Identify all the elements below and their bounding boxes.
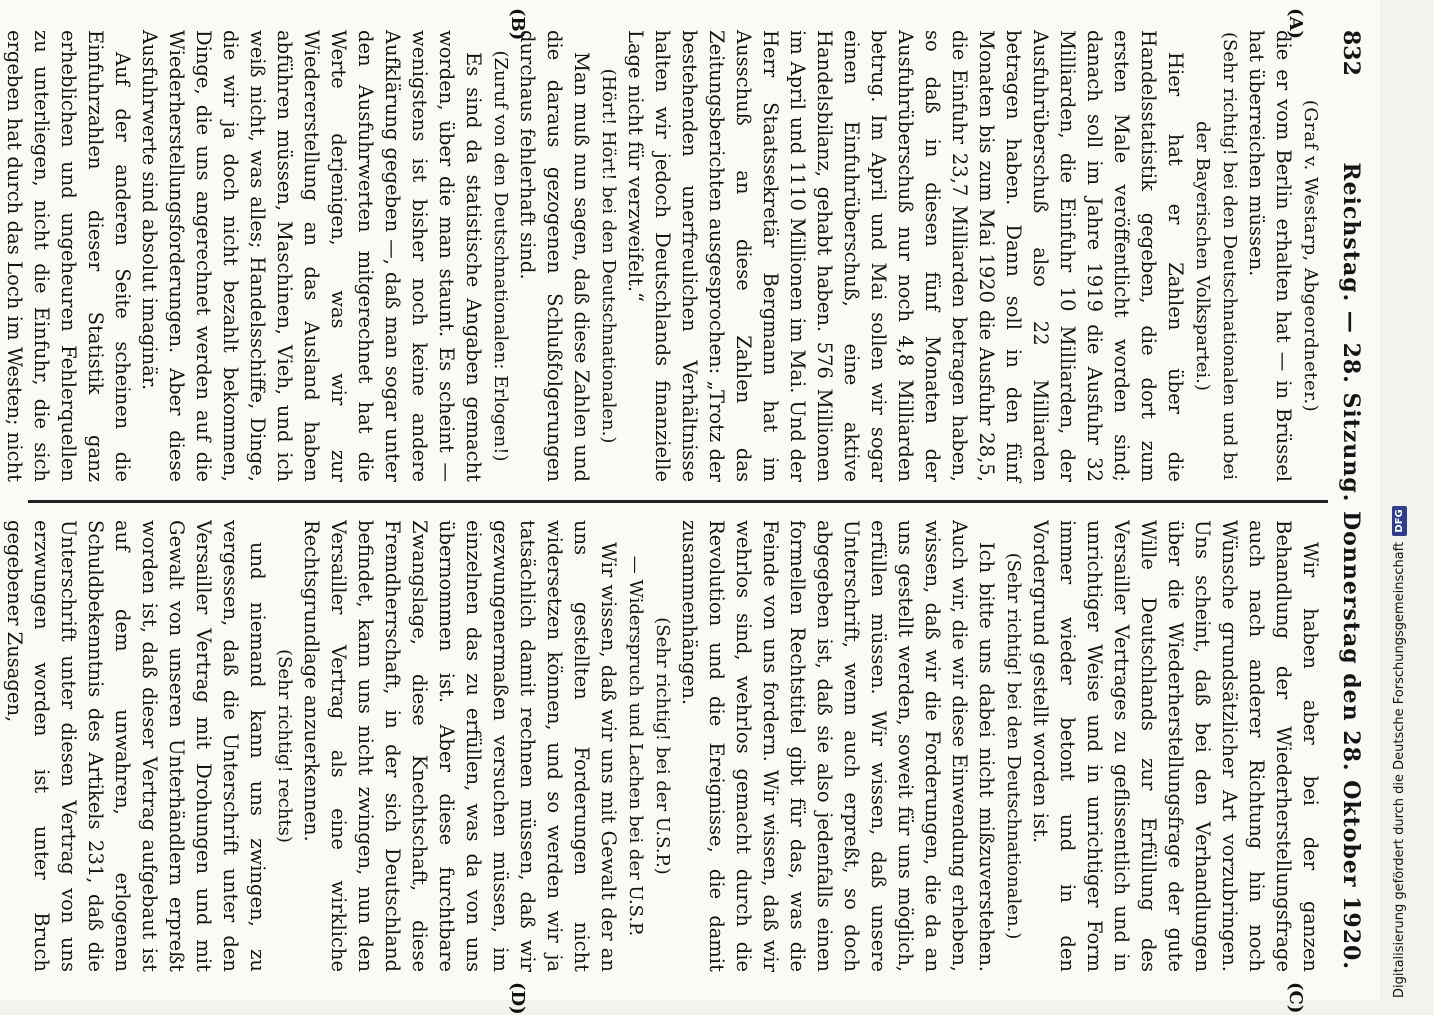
paragraph: Ich bitte uns dabei nicht mißzuverstehen. Auch wir, die wir diese Einwendung erheben, wissen, daß wir die Forderungen, die da an uns gestellt werden, soweit für uns möglich, erfüllen müssen. Wir wissen, daß unsere Unterschrift, wenn auch erpreßt, so doch abgegeben ist, daß sie also jedenfalls einen formellen Rechtstitel gibt für das, was die Feinde von uns fordern. Wir wissen, daß wir wehrlos sind, wehrlos gemacht durch die Revolution und die Ereignisse, die damit zusammenhängen.	[678, 520, 998, 972]
interjection: (Sehr richtig! rechts)	[274, 649, 295, 843]
page-header	[1334, 30, 1368, 970]
paragraph: Man muß nun sagen, daß diese Zahlen und die daraus gezogenen Schlußfolgerungen durchaus fehlerhaft sind.	[516, 30, 593, 482]
paragraph: die er vom Berlin erhalten hat — in Brüssel hat überreichen müssen.	[1245, 30, 1295, 482]
speaker-line: (Graf v. Westarp, Abgeordneter.)	[1300, 99, 1321, 413]
digitization-footer	[1392, 506, 1407, 998]
paragraph: Es sind da statistische Angaben gemacht worden, über die man staunt. Es scheint — wenigstens ist bisher noch keine andere Aufklärung gegeben —, daß man sogar unter den Ausfuhrwerten mitgerechnet hat die Werte derjenigen, was wir zur Wiedererstellung an das Ausland haben abführen müssen, Maschinen, Vieh, und ich weiß nicht, was alles; Handelsschiffe, Dinge, die wir ja doch nicht bezahlt bekommen, Dinge, die uns angerechnet werden auf die Wiederherstellungsforderungen. Aber diese Ausfuhrwerte sind absolut imaginär.	[138, 30, 485, 482]
margin-marker-b: (B)	[507, 8, 528, 41]
margin-marker-a: (A)	[1285, 8, 1306, 39]
interjection: (Sehr richtig! bei den Deutschnationalen.)	[1003, 552, 1024, 940]
interjection: (Zuruf von den Deutschnationalen: Erlogen!)	[490, 50, 511, 462]
margin-marker-d: (D)	[507, 982, 528, 1015]
interjection: (Sehr richtig! bei den Deutschnationalen und bei der Bayerischen Volkspartei.)	[1192, 32, 1240, 480]
interjection: (Sehr richtig! bei der U.S.P.)	[652, 617, 673, 875]
paragraph: Wir haben aber bei der ganzen Behandlung der Wiederherstellungsfrage auch nach anderer Richtung hin noch Wünsche grundsätzlicher Art vorzubringen. Uns scheint, daß bei den Verhandlungen über die Wiederherstellungsfrage der gute Wille Deutschlands zur Erfüllung des Versailler Vertrages zu geflissentlich und in unrichtiger Weise und in unrichtiger Form immer wieder betont und in den Vordergrund gestellt worden ist.	[1029, 520, 1322, 972]
column-divider	[28, 500, 1328, 503]
left-column	[3, 30, 1324, 482]
margin-marker-c: (C)	[1285, 982, 1306, 1014]
paragraph: Wir wissen, daß wir uns mit Gewalt der an uns gestellten Forderungen nicht widersetzen können, und so werden wir ja tatsächlich damit rechnen müssen, daß wir gezwungenermaßen versuchen müssen, im einzelnen das zu erfüllen, was da von uns übernommen ist. Aber diese furchtbare Zwangslage, diese Knechtschaft, diese Fremdherrschaft, in der sich Deutschland befindet, kann uns nicht zwingen, nun den Versailler Vertrag als eine wirkliche Rechtsgrundlage anzuerkennen.	[300, 520, 620, 972]
page-number: 832	[1338, 30, 1364, 76]
interjection: (Hört! Hört! bei den Deutschnationalen.)	[598, 68, 619, 444]
dfg-logo-icon: DFG	[1392, 506, 1407, 536]
running-head: Reichstag. — 28. Sitzung. Donnerstag den 28. Oktober 1920.	[1338, 162, 1364, 970]
paragraph: Auf der anderen Seite scheinen die Einfuhrzahlen dieser Statistik ganz erheblichen und ungeheuren Fehlerquellen zu unterliegen, nicht die Einfuhr, die sich ergeben hat durch das Loch im Westen; nicht	[3, 30, 134, 482]
paragraph: Hier hat er Zahlen über die Handelsstatistik gegeben, die dort zum ersten Male veröffentlicht worden sind; danach soll im Jahre 1919 die Ausfuhr 32 Milliarden, die Einfuhr 10 Milliarden, der Ausfuhrüberschuß also 22 Milliarden betragen haben. Dann soll in den fünf Monaten bis zum Mai 1920 die Ausfuhr 28,5, die Einfuhr 23,7 Milliarden betragen haben, so daß in diesen fünf Monaten der Ausfuhrüberschuß nur noch 4,8 Milliarden betrug. Im April und Mai sollen wir sogar einen Einfuhrüberschuß, eine aktive Handelsbilanz, gehabt haben. 576 Millionen im April und 1110 Millionen im Mai. Und der Herr Staatssekretär Bergmann hat im Ausschuß an diese Zahlen das Zeitungsberichten ausgesprochen: „Trotz der bestehenden unerfreulichen Verhältnisse halten wir jedoch Deutschlands finanzielle Lage nicht für verzweifelt.“	[624, 30, 1187, 482]
paragraph: und niemand kann uns zwingen, zu vergessen, daß die Unterschrift unter den Versailler Vertrag mit Drohungen und mit Gewalt von unseren Unterhändlern erpreßt worden ist, daß dieser Vertrag aufgebaut ist auf dem unwahren, erlogenen Schuldbekenntnis des Artikels 231, daß die Unterschrift unter diesen Vertrag von uns erzwungen worden ist unter Bruch gegebener Zusagen,	[3, 520, 269, 972]
right-column	[3, 520, 1324, 972]
footer-credit: Digitalisierung gefördert durch die Deutsche Forschungsgemeinschaft	[1392, 541, 1407, 998]
interjection: — Widerspruch und Lachen bei der U.S.P.	[625, 555, 646, 937]
